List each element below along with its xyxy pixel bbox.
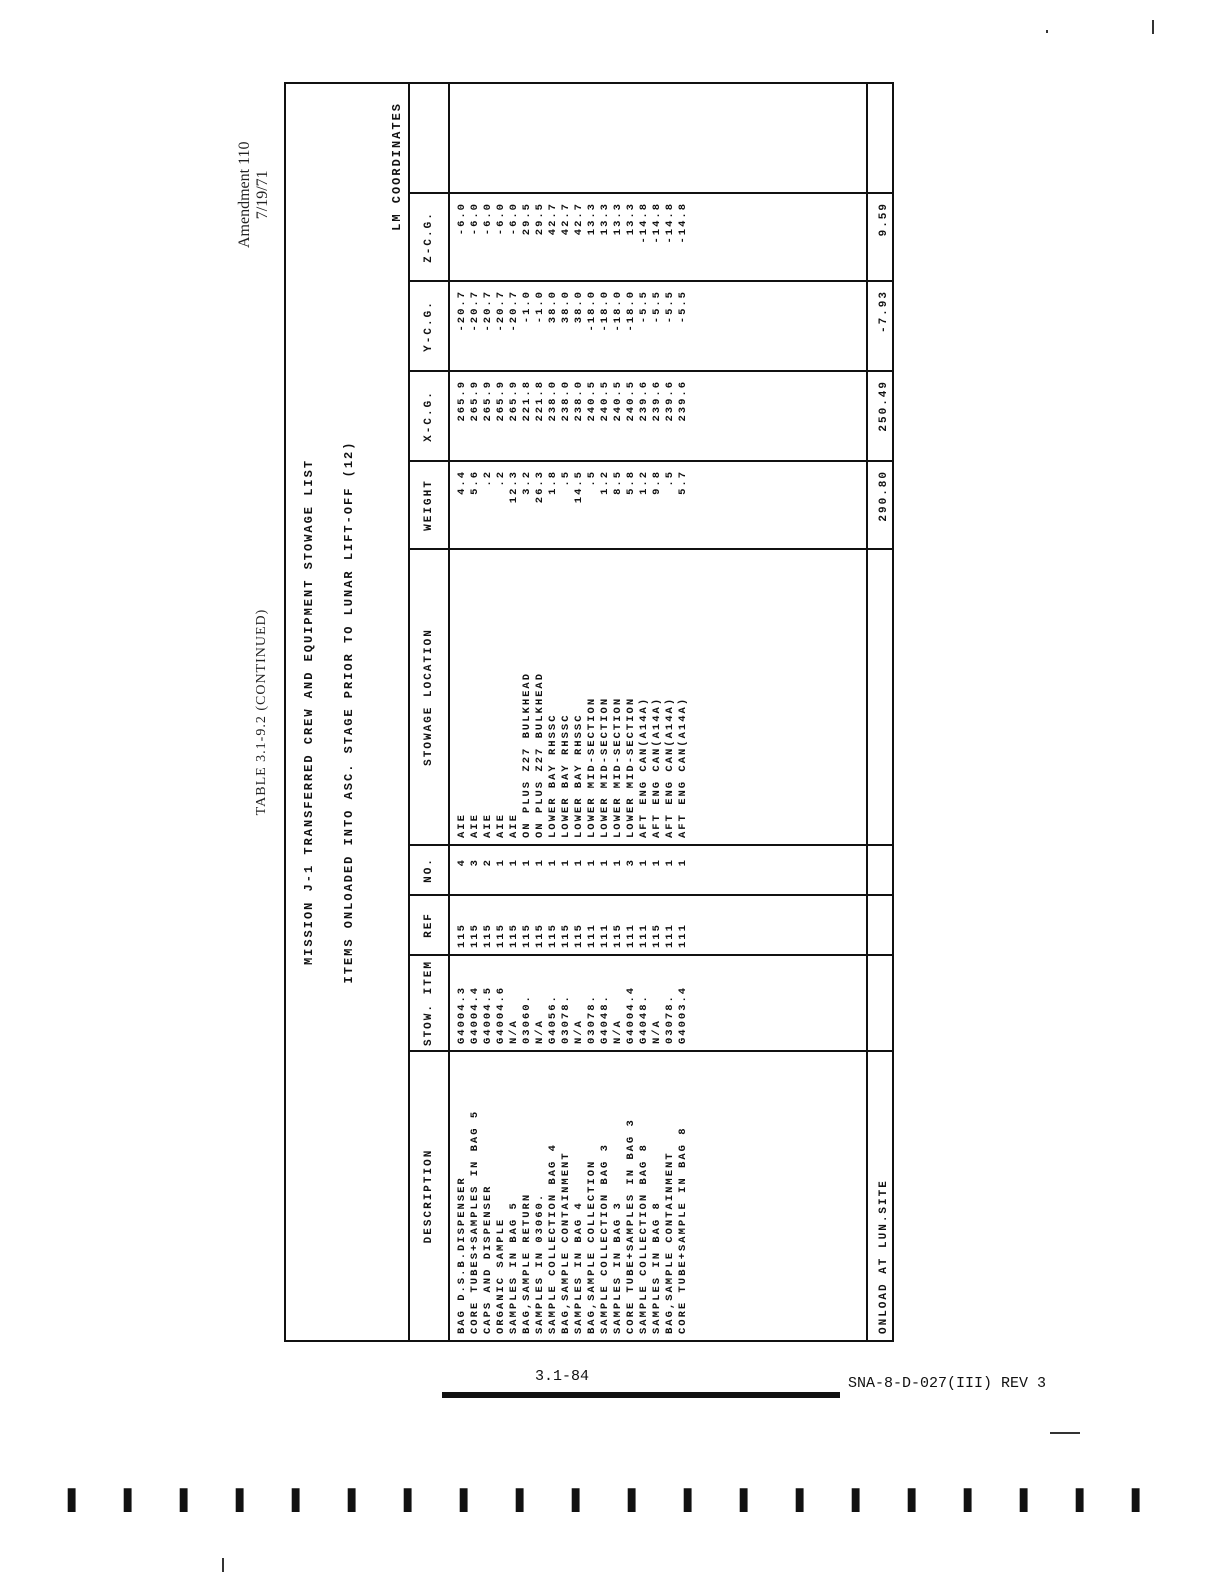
total-divider [866, 84, 868, 1340]
cell-xcg: 239.6 [651, 380, 663, 422]
table-row [586, 84, 598, 1340]
cell-weight: 3.2 [521, 470, 533, 495]
lm-coordinates-label: LM COORDINATES [390, 102, 404, 231]
cell-ycg: -18.0 [586, 290, 598, 332]
cell-xcg: 240.5 [599, 380, 611, 422]
cell-weight: 4.4 [456, 470, 468, 495]
cell-ref: 115 [612, 923, 624, 948]
scan-mark: ▌ [68, 1488, 84, 1512]
cell-ref: 115 [534, 923, 546, 948]
cell-xcg: 265.9 [469, 380, 481, 422]
cell-xcg: 239.6 [664, 380, 676, 422]
scan-mark: ▌ [124, 1488, 140, 1512]
cell-stow-item: G4004.4 [625, 985, 637, 1044]
col-header-xcg: X-C.G. [423, 390, 435, 442]
cell-ycg: 38.0 [547, 290, 559, 324]
cell-description: SAMPLES IN BAG 5 [508, 1201, 520, 1334]
table-row [456, 84, 468, 1340]
cell-weight: 5.6 [469, 470, 481, 495]
cell-description: CORE TUBES+SAMPLES IN BAG 5 [469, 1109, 481, 1334]
cell-zcg: 42.7 [547, 202, 559, 236]
cell-weight: 14.5 [573, 470, 585, 504]
cell-no: 1 [586, 858, 598, 867]
cell-weight: .2 [495, 470, 507, 487]
stowage-table [284, 82, 894, 1342]
cell-no: 1 [547, 858, 559, 867]
scan-mark: ▌ [292, 1488, 308, 1512]
cell-stow-item: N/A [651, 1019, 663, 1044]
cell-description: SAMPLES IN BAG 8 [651, 1201, 663, 1334]
scan-mark: ▌ [516, 1488, 532, 1512]
table-caption: TABLE 3.1-9.2 (CONTINUED) [254, 608, 269, 816]
cell-xcg: 221.8 [534, 380, 546, 422]
cell-stow-item: G4004.5 [482, 985, 494, 1044]
cell-xcg: 238.0 [547, 380, 559, 422]
cell-location: AFT ENG CAN(A14A) [651, 696, 663, 838]
cell-ref: 115 [560, 923, 572, 948]
cell-xcg: 221.8 [521, 380, 533, 422]
table-row [560, 84, 572, 1340]
cell-xcg: 265.9 [456, 380, 468, 422]
cell-no: 2 [482, 858, 494, 867]
cell-ycg: -18.0 [599, 290, 611, 332]
cell-description: BAG,SAMPLE CONTAINMENT [664, 1151, 676, 1334]
cell-stow-item: N/A [534, 1019, 546, 1044]
table-row [482, 84, 494, 1340]
cell-xcg: 240.5 [625, 380, 637, 422]
total-row [872, 84, 896, 1340]
cell-no: 1 [560, 858, 572, 867]
cell-ref: 115 [521, 923, 533, 948]
scan-mark: ▌ [796, 1488, 812, 1512]
scan-mark: ▌ [852, 1488, 868, 1512]
document-id: SNA-8-D-027(III) REV 3 [848, 1375, 1047, 1392]
col-header-no: NO. [423, 857, 435, 883]
scan-mark: ▌ [964, 1488, 980, 1512]
cell-weight: 9.8 [651, 470, 663, 495]
cell-description: CORE TUBE+SAMPLE IN BAG 8 [677, 1126, 689, 1334]
cell-zcg: 42.7 [560, 202, 572, 236]
cell-location: LOWER BAY RHSSC [547, 713, 559, 838]
cell-weight: 1.2 [599, 470, 611, 495]
cell-zcg: -6.0 [482, 202, 494, 236]
table-row [599, 84, 611, 1340]
cell-location: LOWER MID-SECTION [612, 696, 624, 838]
cell-description: BAG,SAMPLE COLLECTION [586, 1159, 598, 1334]
cell-description: SAMPLES IN BAG 4 [573, 1201, 585, 1334]
cell-location: LOWER MID-SECTION [599, 696, 611, 838]
cell-description: CAPS AND DISPENSER [482, 1184, 494, 1334]
total-ycg: -7.93 [878, 290, 890, 334]
cell-ref: 115 [482, 923, 494, 948]
total-xcg: 250.49 [878, 380, 890, 432]
table-row [573, 84, 585, 1340]
cell-stow-item: 03078. [560, 994, 572, 1044]
cell-stow-item: 03078. [664, 994, 676, 1044]
cell-weight: 5.8 [625, 470, 637, 495]
cell-location: AIE [495, 813, 507, 838]
scan-mark: ▌ [1132, 1488, 1148, 1512]
cell-xcg: 238.0 [560, 380, 572, 422]
col-header-stow-item: STOW. ITEM [423, 960, 435, 1047]
cell-no: 1 [508, 858, 520, 867]
table-row [508, 84, 520, 1340]
cell-weight: .2 [482, 470, 494, 487]
cell-stow-item: N/A [508, 1019, 520, 1044]
cell-ref: 111 [625, 923, 637, 948]
cell-ycg: -1.0 [534, 290, 546, 324]
scan-mark: ▌ [1020, 1488, 1036, 1512]
cell-no: 3 [625, 858, 637, 867]
cell-location: AFT ENG CAN(A14A) [664, 696, 676, 838]
scan-mark: ▌ [572, 1488, 588, 1512]
col-header-zcg: Z-C.G. [423, 211, 435, 263]
margin-dot [1046, 30, 1048, 33]
cell-ycg: -5.5 [638, 290, 650, 324]
total-weight: 290.80 [878, 470, 890, 522]
cell-stow-item: 03060. [521, 994, 533, 1044]
table-row [469, 84, 481, 1340]
scan-marks-strip [0, 1490, 1220, 1514]
cell-ref: 115 [469, 923, 481, 948]
col-header-ycg: Y-C.G. [423, 300, 435, 352]
cell-ref: 111 [599, 923, 611, 948]
cell-zcg: 13.3 [612, 202, 624, 236]
cell-ycg: -20.7 [495, 290, 507, 332]
cell-description: SAMPLES IN 03060. [534, 1192, 546, 1334]
cell-ycg: 38.0 [573, 290, 585, 324]
cell-zcg: -6.0 [508, 202, 520, 236]
cell-location: AIE [482, 813, 494, 838]
cell-ref: 115 [456, 923, 468, 948]
cell-weight: 12.3 [508, 470, 520, 504]
cell-stow-item: N/A [573, 1019, 585, 1044]
cell-ycg: -18.0 [625, 290, 637, 332]
cell-description: BAG,SAMPLE RETURN [521, 1192, 533, 1334]
cell-ycg: -20.7 [482, 290, 494, 332]
cell-location: AFT ENG CAN(A14A) [638, 696, 650, 838]
cell-location: AFT ENG CAN(A14A) [677, 696, 689, 838]
cell-zcg: -14.8 [651, 202, 663, 244]
cell-ycg: -20.7 [469, 290, 481, 332]
cell-location: ON PLUS Z27 BULKHEAD [534, 671, 546, 838]
cell-weight: .5 [664, 470, 676, 487]
cell-no: 1 [612, 858, 624, 867]
cell-no: 1 [677, 858, 689, 867]
cell-zcg: -14.8 [677, 202, 689, 244]
cell-no: 1 [664, 858, 676, 867]
cell-location: ON PLUS Z27 BULKHEAD [521, 671, 533, 838]
header-divider [448, 84, 450, 1340]
cell-xcg: 239.6 [677, 380, 689, 422]
scan-mark: ▌ [236, 1488, 252, 1512]
cell-location: LOWER BAY RHSSC [573, 713, 585, 838]
table-row [677, 84, 689, 1340]
cell-ref: 115 [495, 923, 507, 948]
cell-zcg: -6.0 [495, 202, 507, 236]
cell-xcg: 265.9 [508, 380, 520, 422]
footer-rule [442, 1392, 840, 1398]
cell-ycg: -5.5 [664, 290, 676, 324]
scan-mark: ▌ [908, 1488, 924, 1512]
table-subtitle: ITEMS ONLOADED INTO ASC. STAGE PRIOR TO LUNAR LIFT-OFF (12) [342, 440, 356, 984]
total-zcg: 9.59 [878, 202, 890, 237]
cell-zcg: -6.0 [469, 202, 481, 236]
cell-ycg: -20.7 [508, 290, 520, 332]
col-header-description: DESCRIPTION [423, 1148, 435, 1244]
margin-tick [1152, 20, 1154, 34]
cell-xcg: 239.6 [638, 380, 650, 422]
margin-dash [1050, 1432, 1080, 1434]
cell-zcg: -14.8 [638, 202, 650, 244]
cell-no: 1 [573, 858, 585, 867]
cell-stow-item: G4004.4 [469, 985, 481, 1044]
scan-mark: ▌ [740, 1488, 756, 1512]
amendment-date: 7/19/71 [254, 170, 271, 220]
cell-ref: 115 [573, 923, 585, 948]
cell-ycg: -5.5 [677, 290, 689, 324]
cell-stow-item: G4056. [547, 994, 559, 1044]
cell-ycg: 38.0 [560, 290, 572, 324]
cell-stow-item: 03078. [586, 994, 598, 1044]
cell-ref: 111 [586, 923, 598, 948]
table-row [547, 84, 559, 1340]
table-row [612, 84, 624, 1340]
cell-no: 1 [521, 858, 533, 867]
cell-location: AIE [508, 813, 520, 838]
scan-mark: ▌ [684, 1488, 700, 1512]
cell-zcg: 13.3 [599, 202, 611, 236]
scan-mark: ▌ [180, 1488, 196, 1512]
scan-mark: ▌ [628, 1488, 644, 1512]
cell-stow-item: G4004.6 [495, 985, 507, 1044]
cell-no: 1 [651, 858, 663, 867]
cell-ref: 115 [547, 923, 559, 948]
cell-zcg: 13.3 [625, 202, 637, 236]
col-header-weight: WEIGHT [423, 479, 435, 531]
cell-zcg: -14.8 [664, 202, 676, 244]
scan-mark: ▌ [348, 1488, 364, 1512]
cell-description: SAMPLE COLLECTION BAG 4 [547, 1143, 559, 1334]
cell-xcg: 238.0 [573, 380, 585, 422]
table-row [651, 84, 663, 1340]
cell-no: 1 [495, 858, 507, 867]
cell-no: 4 [456, 858, 468, 867]
col-header-stowage-location: STOWAGE LOCATION [423, 628, 435, 766]
col-header-ref: REF [423, 912, 435, 938]
margin-tick [222, 1558, 224, 1572]
table-row [625, 84, 637, 1340]
cell-ref: 115 [651, 923, 663, 948]
cell-no: 3 [469, 858, 481, 867]
cell-stow-item: G4004.3 [456, 985, 468, 1044]
cell-ref: 111 [677, 923, 689, 948]
cell-location: AIE [456, 813, 468, 838]
cell-xcg: 240.5 [586, 380, 598, 422]
cell-ycg: -18.0 [612, 290, 624, 332]
cell-zcg: 29.5 [534, 202, 546, 236]
cell-ref: 111 [664, 923, 676, 948]
cell-weight: .5 [560, 470, 572, 487]
cell-location: LOWER BAY RHSSC [560, 713, 572, 838]
cell-weight: 8.5 [612, 470, 624, 495]
cell-location: AIE [469, 813, 481, 838]
cell-no: 1 [599, 858, 611, 867]
cell-description: BAG,SAMPLE CONTAINMENT [560, 1151, 572, 1334]
cell-stow-item: N/A [612, 1019, 624, 1044]
cell-zcg: 42.7 [573, 202, 585, 236]
cell-location: LOWER MID-SECTION [625, 696, 637, 838]
cell-ycg: -5.5 [651, 290, 663, 324]
cell-weight: 26.3 [534, 470, 546, 504]
page-number: 3.1-84 [535, 1368, 590, 1385]
cell-ref: 111 [638, 923, 650, 948]
table-row [495, 84, 507, 1340]
scan-mark: ▌ [1076, 1488, 1092, 1512]
table-title: MISSION J-1 TRANSFERRED CREW AND EQUIPMENT STOWAGE LIST [302, 458, 316, 966]
cell-weight: 1.2 [638, 470, 650, 495]
cell-location: LOWER MID-SECTION [586, 696, 598, 838]
cell-stow-item: G4048. [638, 994, 650, 1044]
total-label: ONLOAD AT LUN.SITE [878, 1179, 890, 1334]
cell-no: 1 [534, 858, 546, 867]
cell-description: SAMPLE COLLECTION BAG 3 [599, 1143, 611, 1334]
stowage-table-block [254, 82, 894, 1342]
cell-zcg: 29.5 [521, 202, 533, 236]
cell-weight: 1.8 [547, 470, 559, 495]
cell-stow-item: G4048. [599, 994, 611, 1044]
table-row [521, 84, 533, 1340]
cell-description: SAMPLE COLLECTION BAG 8 [638, 1143, 650, 1334]
cell-weight: .5 [586, 470, 598, 487]
cell-xcg: 240.5 [612, 380, 624, 422]
cell-no: 1 [638, 858, 650, 867]
scan-mark: ▌ [404, 1488, 420, 1512]
amendment-number: Amendment 110 [236, 141, 253, 248]
cell-description: CORE TUBE+SAMPLES IN BAG 3 [625, 1118, 637, 1334]
cell-zcg: 13.3 [586, 202, 598, 236]
cell-description: SAMPLES IN BAG 3 [612, 1201, 624, 1334]
cell-ref: 115 [508, 923, 520, 948]
table-row [534, 84, 546, 1340]
cell-ycg: -20.7 [456, 290, 468, 332]
cell-ycg: -1.0 [521, 290, 533, 324]
cell-zcg: -6.0 [456, 202, 468, 236]
cell-description: BAG D.S.B.DISPENSER [456, 1176, 468, 1334]
table-row [638, 84, 650, 1340]
cell-xcg: 265.9 [482, 380, 494, 422]
cell-xcg: 265.9 [495, 380, 507, 422]
cell-description: ORGANIC SAMPLE [495, 1217, 507, 1334]
table-row [664, 84, 676, 1340]
cell-stow-item: G4003.4 [677, 985, 689, 1044]
table-grid [408, 84, 894, 1340]
scan-mark: ▌ [460, 1488, 476, 1512]
cell-weight: 5.7 [677, 470, 689, 495]
